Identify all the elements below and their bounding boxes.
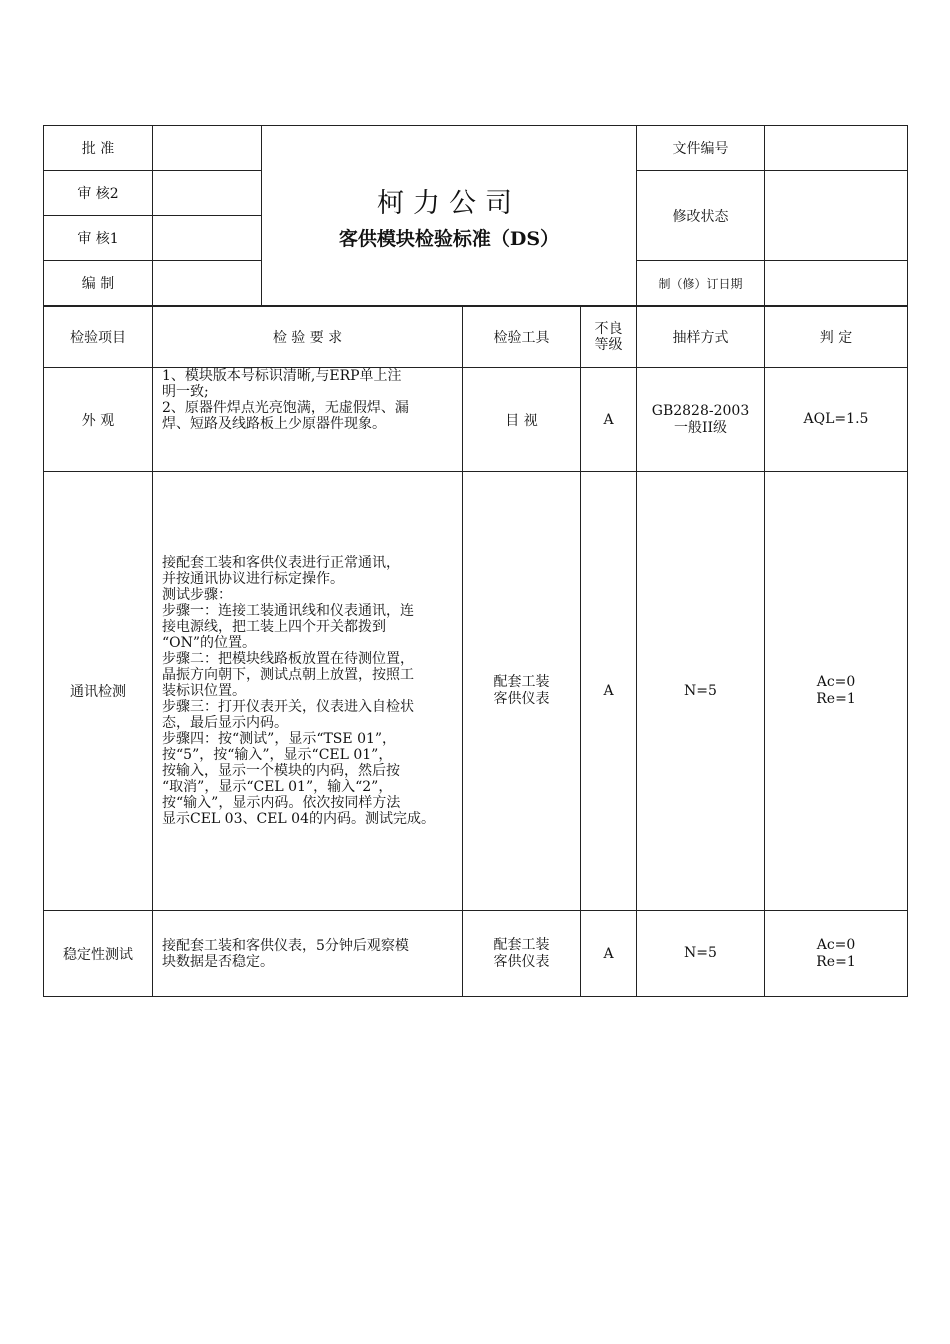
item-cell: 稳定性测试 — [44, 911, 153, 997]
column-header: 检 验 要 求 — [153, 307, 463, 368]
review2-value — [153, 171, 262, 216]
header-table — [43, 125, 908, 306]
grade-header-line: 等级 — [594, 337, 623, 353]
tool-cell — [463, 911, 581, 997]
tool-line: 目 视 — [505, 412, 538, 429]
file-no-value — [765, 126, 908, 171]
tool-cell — [463, 472, 581, 911]
item-cell: 外 观 — [44, 368, 153, 472]
review1-label: 审 核1 — [44, 216, 153, 261]
judgement-line: Ac=0 — [816, 674, 856, 690]
requirement-line: 接配套工装和客供仪表，5分钟后观察模 — [162, 937, 409, 954]
requirement-cell — [153, 368, 463, 472]
judgement-cell — [765, 472, 908, 911]
item-cell: 通讯检测 — [44, 472, 153, 911]
requirement-cell — [153, 472, 463, 911]
judgement-cell — [765, 368, 908, 472]
judgement-cell — [765, 911, 908, 997]
tool-line: 客供仪表 — [493, 691, 550, 707]
revision-label: 修改状态 — [637, 171, 765, 261]
requirement-line: 明一致; — [162, 384, 209, 400]
column-header: 判 定 — [765, 307, 908, 368]
requirement-cell — [153, 911, 463, 997]
requirement-line: 装标识位置。 — [162, 683, 246, 699]
sampling-cell — [637, 911, 765, 997]
tool-cell — [463, 368, 581, 472]
requirement-line: 块数据是否稳定。 — [162, 953, 274, 970]
requirement-line: 步骤四：按“测试”，显示“TSE 01”， — [162, 731, 397, 747]
requirement-line: 按“输入”，显示内码。依次按同样方法 — [162, 795, 401, 811]
sampling-line: N=5 — [684, 945, 717, 961]
approve-value — [153, 126, 262, 171]
table-row — [44, 911, 908, 997]
review1-value — [153, 216, 262, 261]
judgement-line: Re=1 — [816, 691, 856, 707]
tool-line: 配套工装 — [493, 936, 550, 953]
sampling-line: 一般II级 — [673, 419, 728, 436]
column-header: 检验工具 — [463, 307, 581, 368]
requirement-line: “取消”，显示“CEL 01”，输入“2”， — [162, 779, 393, 795]
table-row — [44, 472, 908, 911]
sampling-cell — [637, 368, 765, 472]
company-name: 柯力公司 — [377, 187, 521, 219]
table-header-row — [44, 307, 908, 368]
requirement-line: 步骤二：把模块线路板放置在待测位置， — [162, 651, 414, 667]
requirement-line: 测试步骤： — [162, 587, 232, 603]
date-label: 制（修）订日期 — [637, 261, 765, 306]
requirement-line: 1、模块版本号标识清晰,与ERP单上注 — [162, 368, 402, 384]
approve-label: 批 准 — [44, 126, 153, 171]
requirement-line: 接配套工装和客供仪表进行正常通讯， — [162, 555, 400, 571]
requirement-line: “ON”的位置。 — [162, 635, 257, 651]
judgement-line: Re=1 — [816, 953, 856, 970]
requirement-line: 态，最后显示内码。 — [162, 715, 288, 731]
grade-header-line: 不良 — [594, 321, 623, 337]
judgement-line: AQL=1.5 — [803, 411, 869, 427]
column-header: 检验项目 — [44, 307, 153, 368]
grade-cell: A — [581, 911, 637, 997]
requirement-line: 2、原器件焊点光亮饱满，无虚假焊、漏 — [162, 400, 409, 416]
requirement-line: 显示CEL 03、CEL 04的内码。测试完成。 — [162, 811, 435, 827]
requirement-line: 晶振方向朝下，测试点朝上放置，按照工 — [162, 667, 414, 683]
sampling-cell — [637, 472, 765, 911]
requirement-line: 步骤三：打开仪表开关，仪表进入自检状 — [162, 699, 414, 715]
revision-value — [765, 171, 908, 261]
date-value — [765, 261, 908, 306]
requirement-line: 步骤一：连接工装通讯线和仪表通讯，连 — [162, 603, 414, 619]
tool-line: 配套工装 — [493, 674, 550, 690]
file-no-label: 文件编号 — [637, 126, 765, 171]
tool-line: 客供仪表 — [493, 953, 550, 970]
sampling-line: GB2828-2003 — [651, 402, 750, 419]
review2-label: 审 核2 — [44, 171, 153, 216]
compile-label: 编 制 — [44, 261, 153, 306]
grade-cell: A — [581, 368, 637, 472]
table-row — [44, 368, 908, 472]
sampling-line: N=5 — [684, 682, 717, 699]
requirement-line: 按输入，显示一个模块的内码，然后按 — [162, 763, 400, 779]
inspection-table — [43, 306, 908, 997]
grade-cell: A — [581, 472, 637, 911]
judgement-line: Ac=0 — [816, 936, 856, 953]
requirement-line: 接电源线，把工装上四个开关都拨到 — [162, 619, 386, 635]
doc-title: 客供模块检验标准（DS） — [338, 227, 560, 250]
title-block — [262, 126, 637, 306]
column-header: 抽样方式 — [637, 307, 765, 368]
column-header-grade — [581, 307, 637, 368]
compile-value — [153, 261, 262, 306]
requirement-line: 焊、短路及线路板上少原器件现象。 — [162, 416, 386, 432]
requirement-line: 按“5”，按“输入”，显示“CEL 01”， — [162, 747, 393, 763]
requirement-line: 并按通讯协议进行标定操作。 — [162, 571, 344, 587]
